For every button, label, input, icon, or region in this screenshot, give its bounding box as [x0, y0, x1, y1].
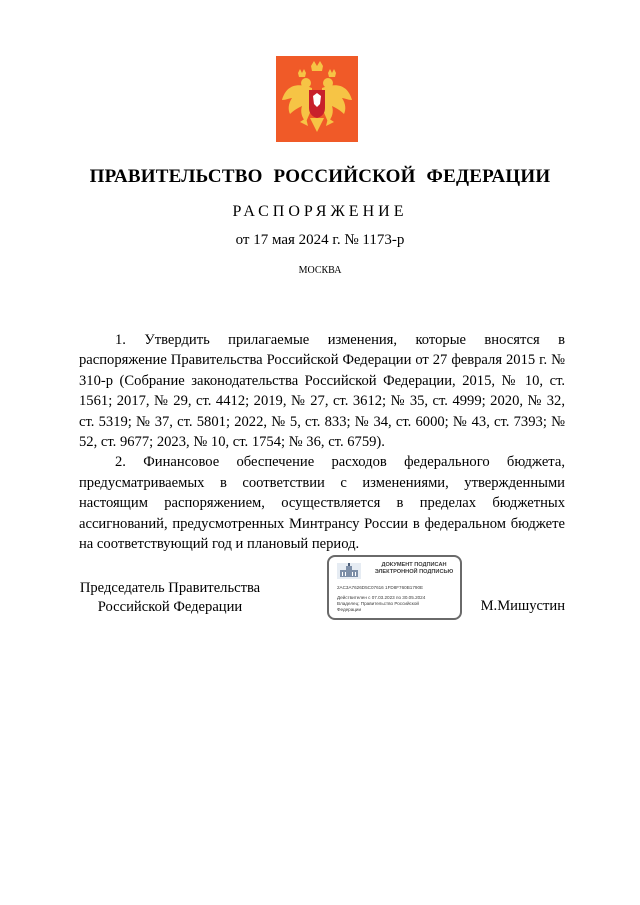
- government-title: ПРАВИТЕЛЬСТВО РОССИЙСКОЙ ФЕДЕРАЦИИ: [89, 166, 551, 187]
- signatory-position-line-2: Российской Федерации: [97, 599, 243, 615]
- electronic-signature-stamp: [327, 555, 462, 620]
- document-date-number: от 17 мая 2024 г. № 1173-р: [235, 232, 405, 248]
- stamp-owner-line-2: Федерации: [337, 607, 362, 612]
- coat-of-arms-icon: [276, 56, 358, 142]
- signatory-position: [60, 579, 280, 617]
- document-body: [79, 330, 565, 554]
- signatory-position-line-1: Председатель Правительства: [79, 580, 261, 596]
- paragraph-1: 1. Утвердить прилагаемые изменения, которые вносятся в распоряжение Правительства Российской Федерации от 27 февраля 2015 г. № 310-р (Собрание законодательства Российской Федерации, 2015, № 10, ст. 1561; 2017, № 29, ст. 4412; 2019, № 27, ст. 3612; № 35, ст. 4999; 2020, № 32, ст. 5319; № 37, ст. 5801; 2022, № 5, ст. 833; № 34, ст. 6000; № 43, ст. 7393; № 52, ст. 9677; 2023, № 10, ст. 1754; № 36, ст. 6759).: [79, 332, 565, 451]
- stamp-owner-line-1: Владелец: Правительство Российской: [337, 601, 419, 606]
- document-city: МОСКВА: [298, 265, 342, 276]
- government-building-icon: [337, 563, 361, 579]
- stamp-validity: Действителен с 07.03.2023 по 30.05.2024: [337, 595, 426, 600]
- signatory-name: М.Мишустин: [480, 598, 565, 614]
- paragraph-2: 2. Финансовое обеспечение расходов федерального бюджета, предусматриваемых в соответствии с изменениями, утвержденными настоящим распоряжением, осуществляется в пределах бюджетных ассигнований, предусмотренных Минтрансу России в федеральном бюджете на соответствующий год и плановый период.: [79, 454, 565, 553]
- stamp-title: ДОКУМЕНТ ПОДПИСАН ЭЛЕКТРОННОЙ ПОДПИСЬЮ: [374, 562, 454, 575]
- stamp-certificate: 2AC3A7626D5C07616 1FD8F760B1790E: [337, 585, 424, 590]
- document-type: РАСПОРЯЖЕНИЕ: [232, 203, 408, 220]
